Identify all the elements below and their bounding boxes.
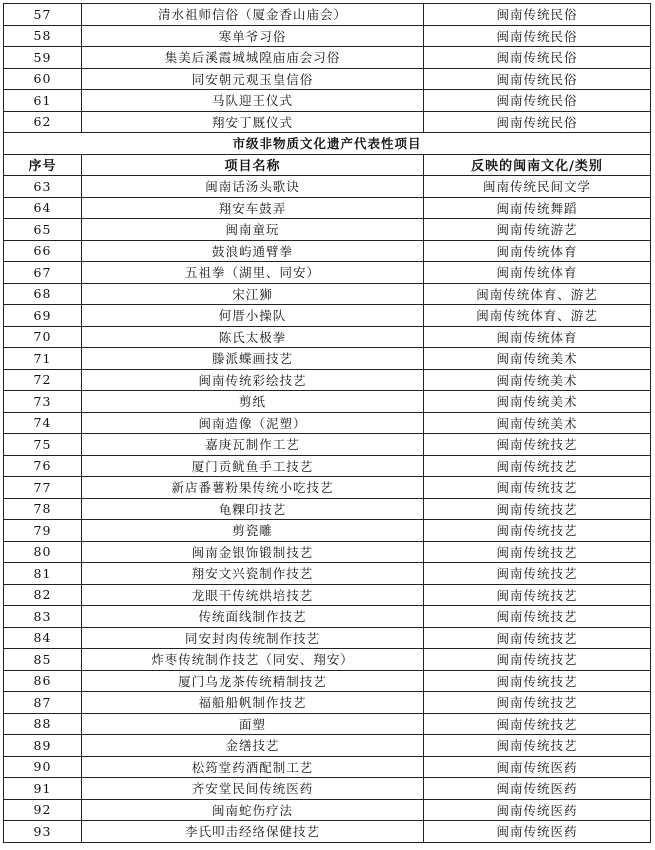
row-project-name: 翔安车鼓弄 xyxy=(82,197,424,219)
table-row xyxy=(4,283,651,305)
row-project-name: 面塑 xyxy=(82,713,424,735)
row-serial-number: 91 xyxy=(4,778,82,800)
row-project-name: 传统面线制作技艺 xyxy=(82,606,424,628)
table-row xyxy=(4,68,651,90)
row-project-name: 集美后溪霞城城隍庙庙会习俗 xyxy=(82,47,424,69)
row-project-name: 闽南传统彩绘技艺 xyxy=(82,369,424,391)
table-row xyxy=(4,434,651,456)
row-category: 闽南传统技艺 xyxy=(424,649,651,671)
row-category: 闽南传统技艺 xyxy=(424,627,651,649)
row-category: 闽南传统技艺 xyxy=(424,455,651,477)
row-serial-number: 81 xyxy=(4,563,82,585)
row-serial-number: 68 xyxy=(4,283,82,305)
table-row xyxy=(4,369,651,391)
row-category: 闽南传统美术 xyxy=(424,369,651,391)
row-serial-number: 74 xyxy=(4,412,82,434)
row-category: 闽南传统技艺 xyxy=(424,563,651,585)
row-serial-number: 75 xyxy=(4,434,82,456)
row-category: 闽南传统技艺 xyxy=(424,670,651,692)
row-serial-number: 78 xyxy=(4,498,82,520)
table-row xyxy=(4,498,651,520)
section-title: 市级非物质文化遗产代表性项目 xyxy=(4,133,651,155)
row-project-name: 嘉庚瓦制作工艺 xyxy=(82,434,424,456)
table-row xyxy=(4,606,651,628)
header-project-name: 项目名称 xyxy=(82,154,424,176)
row-project-name: 何厝小操队 xyxy=(82,305,424,327)
row-project-name: 闽南蛇伤疗法 xyxy=(82,799,424,821)
row-serial-number: 80 xyxy=(4,541,82,563)
row-category: 闽南传统美术 xyxy=(424,412,651,434)
row-project-name: 厦门乌龙茶传统精制技艺 xyxy=(82,670,424,692)
row-category: 闽南传统技艺 xyxy=(424,498,651,520)
column-header-row xyxy=(4,154,651,176)
row-category: 闽南传统医药 xyxy=(424,799,651,821)
table-row xyxy=(4,821,651,843)
row-category: 闽南传统体育 xyxy=(424,262,651,284)
table-row xyxy=(4,670,651,692)
row-category: 闽南传统体育、游艺 xyxy=(424,283,651,305)
row-project-name: 陈氏太极拳 xyxy=(82,326,424,348)
row-serial-number: 85 xyxy=(4,649,82,671)
row-serial-number: 72 xyxy=(4,369,82,391)
table-row xyxy=(4,348,651,370)
table-row xyxy=(4,25,651,47)
row-project-name: 松筠堂药酒配制工艺 xyxy=(82,756,424,778)
table-row xyxy=(4,90,651,112)
row-category: 闽南传统技艺 xyxy=(424,606,651,628)
row-project-name: 清水祖师信俗（厦金香山庙会） xyxy=(82,4,424,26)
row-category: 闽南传统民俗 xyxy=(424,111,651,133)
row-project-name: 炸枣传统制作技艺（同安、翔安） xyxy=(82,649,424,671)
row-project-name: 福船船帆制作技艺 xyxy=(82,692,424,714)
row-serial-number: 77 xyxy=(4,477,82,499)
row-serial-number: 87 xyxy=(4,692,82,714)
row-category: 闽南传统技艺 xyxy=(424,735,651,757)
row-category: 闽南传统技艺 xyxy=(424,584,651,606)
table-row xyxy=(4,735,651,757)
row-serial-number: 60 xyxy=(4,68,82,90)
row-category: 闽南传统技艺 xyxy=(424,541,651,563)
row-serial-number: 90 xyxy=(4,756,82,778)
row-category: 闽南传统舞蹈 xyxy=(424,197,651,219)
row-serial-number: 67 xyxy=(4,262,82,284)
row-category: 闽南传统游艺 xyxy=(424,219,651,241)
row-category: 闽南传统医药 xyxy=(424,821,651,843)
row-serial-number: 76 xyxy=(4,455,82,477)
row-serial-number: 62 xyxy=(4,111,82,133)
row-serial-number: 57 xyxy=(4,4,82,26)
row-serial-number: 63 xyxy=(4,176,82,198)
header-category: 反映的闽南文化/类别 xyxy=(424,154,651,176)
row-serial-number: 58 xyxy=(4,25,82,47)
table-row xyxy=(4,391,651,413)
row-serial-number: 73 xyxy=(4,391,82,413)
table-row xyxy=(4,197,651,219)
row-category: 闽南传统美术 xyxy=(424,391,651,413)
row-project-name: 剪纸 xyxy=(82,391,424,413)
row-project-name: 闽南话汤头歌诀 xyxy=(82,176,424,198)
row-project-name: 宋江狮 xyxy=(82,283,424,305)
row-serial-number: 92 xyxy=(4,799,82,821)
table-row xyxy=(4,305,651,327)
row-serial-number: 88 xyxy=(4,713,82,735)
table-row xyxy=(4,778,651,800)
row-project-name: 马队迎王仪式 xyxy=(82,90,424,112)
row-serial-number: 79 xyxy=(4,520,82,542)
row-category: 闽南传统体育、游艺 xyxy=(424,305,651,327)
row-category: 闽南传统体育 xyxy=(424,240,651,262)
table-row xyxy=(4,477,651,499)
row-project-name: 厦门贡鱿鱼手工技艺 xyxy=(82,455,424,477)
row-project-name: 同安朝元观玉皇信俗 xyxy=(82,68,424,90)
table-row xyxy=(4,584,651,606)
row-serial-number: 69 xyxy=(4,305,82,327)
table-row xyxy=(4,111,651,133)
table-row xyxy=(4,520,651,542)
row-project-name: 翔安丁厩仪式 xyxy=(82,111,424,133)
heritage-table xyxy=(3,3,651,843)
row-category: 闽南传统民俗 xyxy=(424,68,651,90)
section-title-row xyxy=(4,133,651,155)
row-category: 闽南传统民间文学 xyxy=(424,176,651,198)
row-category: 闽南传统技艺 xyxy=(424,520,651,542)
table-row xyxy=(4,649,651,671)
row-project-name: 闽南童玩 xyxy=(82,219,424,241)
row-project-name: 剪瓷雕 xyxy=(82,520,424,542)
row-project-name: 滕派蝶画技艺 xyxy=(82,348,424,370)
row-serial-number: 89 xyxy=(4,735,82,757)
table-body-top xyxy=(4,4,651,133)
table-row xyxy=(4,176,651,198)
row-category: 闽南传统民俗 xyxy=(424,90,651,112)
row-category: 闽南传统医药 xyxy=(424,778,651,800)
row-category: 闽南传统技艺 xyxy=(424,692,651,714)
row-project-name: 齐安堂民间传统医药 xyxy=(82,778,424,800)
row-project-name: 五祖拳（湖里、同安） xyxy=(82,262,424,284)
row-serial-number: 86 xyxy=(4,670,82,692)
row-serial-number: 61 xyxy=(4,90,82,112)
row-serial-number: 84 xyxy=(4,627,82,649)
row-project-name: 闽南造像（泥塑） xyxy=(82,412,424,434)
row-category: 闽南传统民俗 xyxy=(424,4,651,26)
table-body-main xyxy=(4,176,651,843)
row-project-name: 龟粿印技艺 xyxy=(82,498,424,520)
row-project-name: 鼓浪屿通臂拳 xyxy=(82,240,424,262)
table-row xyxy=(4,692,651,714)
row-project-name: 李氏叩击经络保健技艺 xyxy=(82,821,424,843)
table-section-head xyxy=(4,133,651,176)
row-project-name: 寒单爷习俗 xyxy=(82,25,424,47)
row-category: 闽南传统美术 xyxy=(424,348,651,370)
table-row xyxy=(4,240,651,262)
table-row xyxy=(4,4,651,26)
table-row xyxy=(4,219,651,241)
row-category: 闽南传统技艺 xyxy=(424,713,651,735)
row-serial-number: 71 xyxy=(4,348,82,370)
row-serial-number: 93 xyxy=(4,821,82,843)
row-project-name: 翔安文兴瓷制作技艺 xyxy=(82,563,424,585)
row-serial-number: 82 xyxy=(4,584,82,606)
row-category: 闽南传统技艺 xyxy=(424,434,651,456)
row-serial-number: 83 xyxy=(4,606,82,628)
header-serial-number: 序号 xyxy=(4,154,82,176)
row-serial-number: 59 xyxy=(4,47,82,69)
table-row xyxy=(4,326,651,348)
row-serial-number: 65 xyxy=(4,219,82,241)
row-category: 闽南传统民俗 xyxy=(424,47,651,69)
table-row xyxy=(4,563,651,585)
table-row xyxy=(4,541,651,563)
row-serial-number: 64 xyxy=(4,197,82,219)
table-row xyxy=(4,713,651,735)
table-row xyxy=(4,412,651,434)
table-row xyxy=(4,756,651,778)
table-row xyxy=(4,262,651,284)
row-category: 闽南传统技艺 xyxy=(424,477,651,499)
row-project-name: 金缮技艺 xyxy=(82,735,424,757)
row-project-name: 同安封肉传统制作技艺 xyxy=(82,627,424,649)
row-project-name: 新店番薯粉果传统小吃技艺 xyxy=(82,477,424,499)
table-row xyxy=(4,627,651,649)
row-category: 闽南传统医药 xyxy=(424,756,651,778)
table-row xyxy=(4,455,651,477)
row-category: 闽南传统民俗 xyxy=(424,25,651,47)
row-project-name: 龙眼干传统烘培技艺 xyxy=(82,584,424,606)
row-category: 闽南传统体育 xyxy=(424,326,651,348)
row-project-name: 闽南金银饰锻制技艺 xyxy=(82,541,424,563)
table-row xyxy=(4,47,651,69)
table-row xyxy=(4,799,651,821)
row-serial-number: 66 xyxy=(4,240,82,262)
row-serial-number: 70 xyxy=(4,326,82,348)
